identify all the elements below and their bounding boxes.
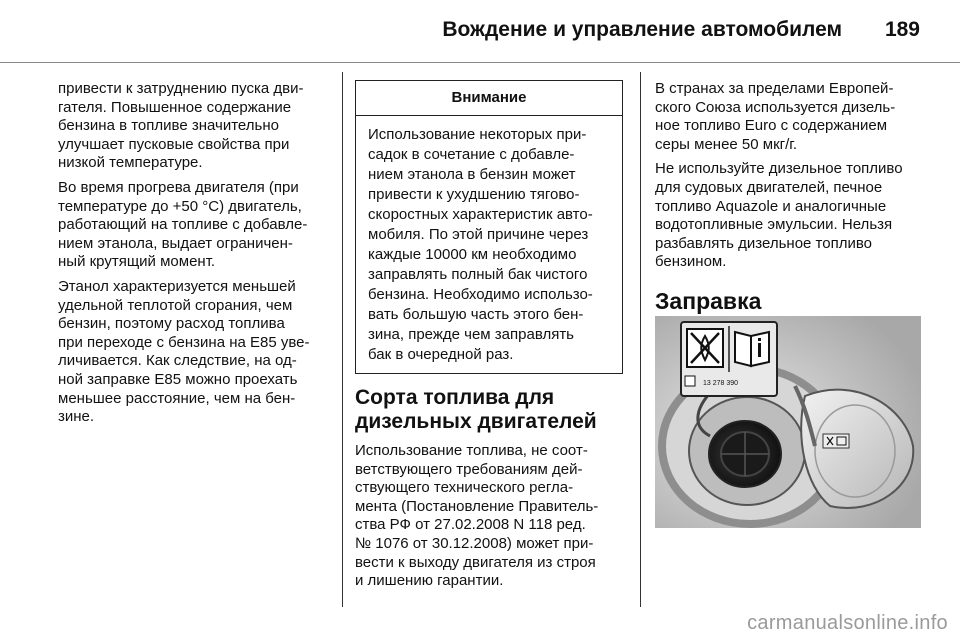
paragraph: Использование топлива, не соот- ветствующего требованиям дей- ствующего технического регла- мента (Постановление Правитель- ства РФ от 27.02.2008 N 118 ред. № 1076 от 30.12.2008) может при- вести к выходу двигателя из строя и лишению гарантии. — [355, 442, 599, 590]
paragraph: Не используйте дизельное топливо для судовых двигателей, печное топливо Aquazole и аналогичные водотопливные эмульсии. Нельзя разбавлять дизельное топливо бензином. — [655, 160, 903, 271]
manual-book-icon — [735, 332, 769, 366]
column-divider-right — [640, 72, 641, 607]
section-heading-refueling: Заправка — [655, 287, 762, 314]
paragraph: Во время прогрева двигателя (при температуре до +50 °C) двигатель, работающий на топливе с добавле- нием этанола, выдает ограничен- ный крутящий момент. — [58, 178, 308, 271]
notice-heading: Внимание — [356, 81, 622, 116]
notice-body: Использование некоторых при- садок в сочетание с добавле- нием этанола в бензин может привести к ухудшению тягово- скоростных характеристик авто- мобиля. По этой причине через каждые 10000 км необходимо заправлять полный бак чистого бензина. Необходимо использо- вать большую часть этого бен- зина, прежде чем заправлять бак в очередной раз. — [368, 126, 593, 363]
column-left — [58, 80, 333, 433]
column-divider-left — [342, 72, 343, 607]
fuel-flap-illustration — [655, 316, 921, 528]
page-number: 189 — [884, 18, 920, 41]
header-divider — [0, 62, 960, 63]
paragraph: привести к затруднению пуска дви- гателя. Повышенное содержание бензина в топливе значительно улучшает пусковые свойства при низкой температуре. — [58, 80, 304, 172]
column-right — [655, 80, 930, 314]
figure-code: 13 278 390 — [703, 380, 739, 387]
section-heading-diesel: Сорта топлива для дизельных двигателей — [355, 386, 597, 433]
no-flame-icon — [687, 329, 723, 367]
page-header — [0, 0, 960, 62]
paragraph: В странах за пределами Европей- ского Союза используется дизель- ное топливо Euro с содержанием серы менее 50 мкг/г. — [655, 80, 896, 153]
warning-notice-box — [355, 80, 623, 374]
watermark-text: carmanualsonline.info — [747, 612, 948, 634]
column-middle — [355, 80, 630, 597]
paragraph: Этанол характеризуется меньшей удельной теплотой сгорания, чем бензин, поэтому расход топлива при переходе с бензина на E85 уве- личивается. Как следствие, на од- ной заправке E85 можно проехать меньшее расстояние, чем на бен- зине. — [58, 277, 310, 426]
fuel-flap-drawing — [655, 316, 921, 528]
page-title: Вождение и управление автомобилем — [442, 18, 842, 41]
